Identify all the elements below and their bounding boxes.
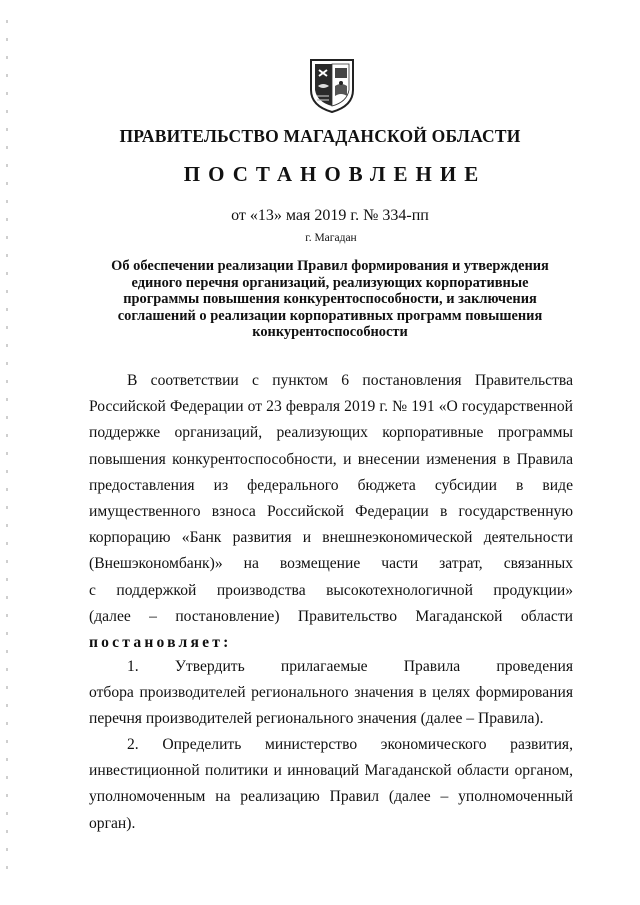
item-2-line: орган). [89, 814, 136, 832]
preamble-line: В соответствии с пунктом 6 постановления Правительства [127, 372, 573, 389]
subject-line: соглашений о реализации корпоративных программ повышения [117, 307, 543, 324]
subject-line: программы повышения конкурентоспособности, и заключения [123, 291, 537, 308]
coat-of-arms-icon [307, 56, 357, 114]
preamble-line: (далее – постановление) Правительство Магаданской области [89, 607, 573, 625]
item-2-line: инвестиционной политики и инноваций Магаданской области органом, [89, 762, 573, 780]
subject-line: конкурентоспособности [252, 324, 408, 341]
document-city: г. Магадан [305, 232, 357, 244]
preamble-line: корпорацию «Банк развития и внешнеэкономической деятельности [89, 529, 573, 547]
item-2-line: уполномоченным на реализацию Правил (далее – уполномоченный [89, 788, 573, 806]
government-title: ПРАВИТЕЛЬСТВО МАГАДАНСКОЙ ОБЛАСТИ [119, 126, 521, 146]
item-2-paragraph [89, 732, 573, 837]
preamble-line: (Внешэкономбанк)» на возмещение части затрат, связанных [89, 555, 573, 573]
preamble-line: предоставления из федерального бюджета субсидии в виде [89, 476, 573, 494]
preamble-line: поддержке организаций, реализующих корпоративные программы [89, 424, 573, 442]
item-1-paragraph [89, 654, 573, 733]
scan-edge-marks [6, 20, 8, 880]
preamble-paragraph [89, 368, 573, 656]
item-1-line: 1. Утвердить прилагаемые Правила проведения [127, 658, 573, 675]
item-1-line: перечня производителей регионального значения (далее – Правила). [89, 710, 544, 728]
item-2-line: 2. Определить министерство экономического развития, [127, 736, 573, 753]
document-subject [95, 258, 565, 341]
item-1-line: отбора производителей регионального значения в целях формирования [89, 684, 573, 702]
preamble-line: повышения конкурентоспособности, и внесении изменения в Правила [89, 450, 573, 468]
resolves-keyword: постановляет: [89, 633, 232, 651]
subject-line: единого перечня организаций, реализующих корпоративные [131, 274, 529, 291]
document-type: ПОСТАНОВЛЕНИЕ [183, 162, 487, 186]
subject-line: Об обеспечении реализации Правил формирования и утверждения [111, 258, 549, 274]
preamble-line: Российской Федерации от 23 февраля 2019 г. № 191 «О государственной [89, 398, 573, 416]
document-date-number: от «13» мая 2019 г. № 334-пп [231, 207, 429, 224]
preamble-line: с поддержкой производства высокотехнологичной продукции» [89, 581, 573, 599]
preamble-line: имущественного взноса Российской Федерации в государственную [89, 502, 573, 520]
